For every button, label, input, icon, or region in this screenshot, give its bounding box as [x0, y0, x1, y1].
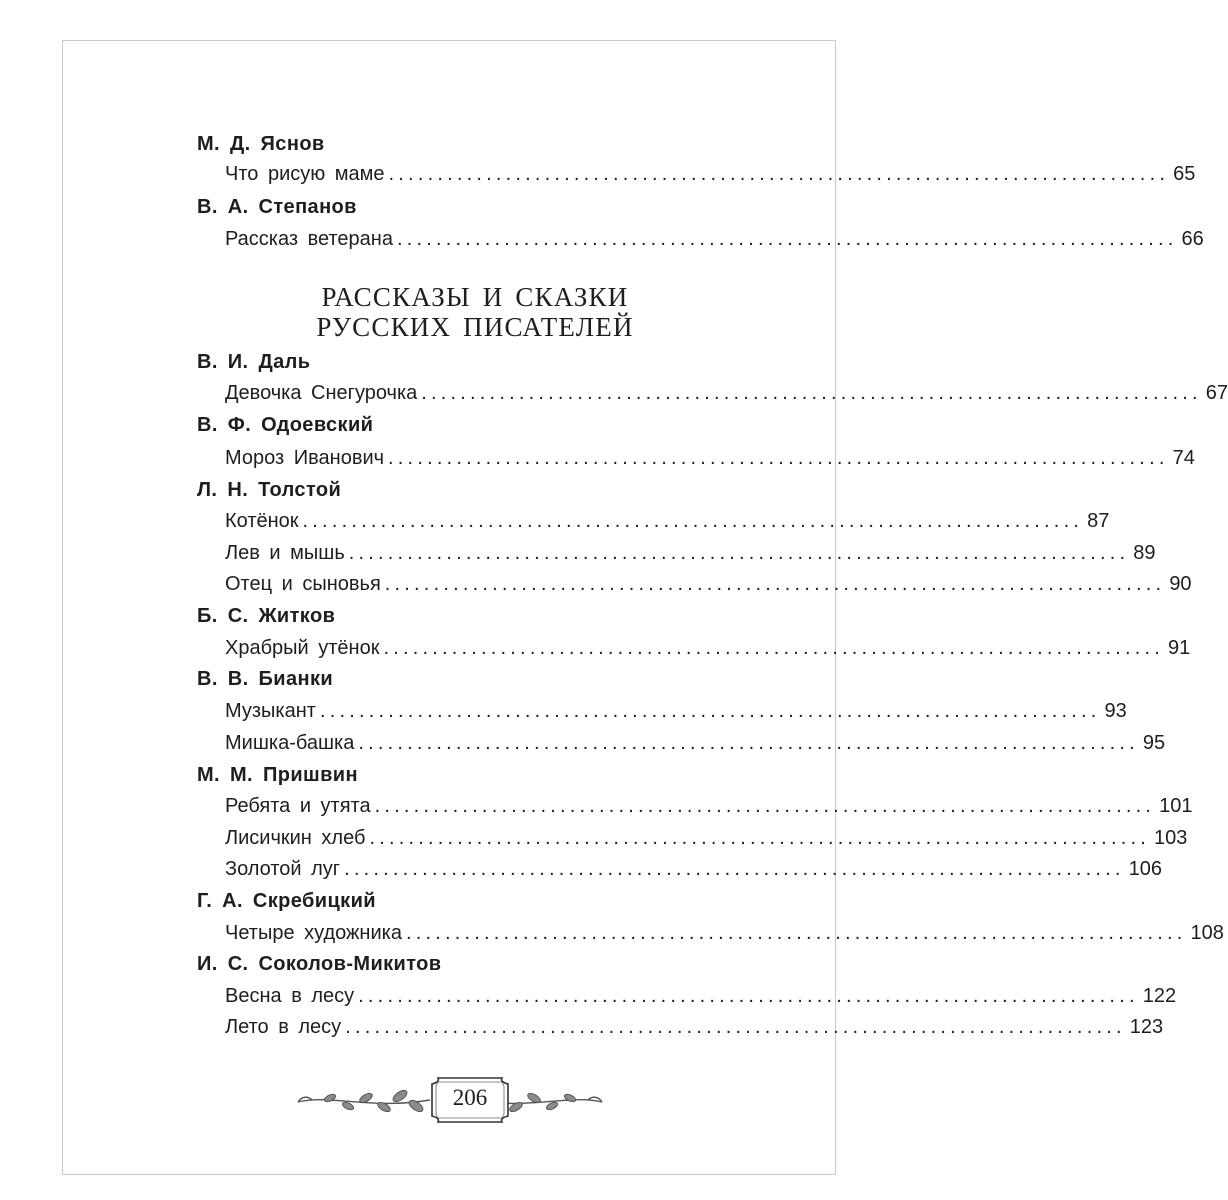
entry-title: Четыре художника	[225, 922, 402, 944]
author-bianki: В. В. Бианки	[197, 668, 334, 690]
entry-title: Котёнок	[225, 510, 299, 532]
entry-title: Лето в лесу	[225, 1016, 342, 1038]
entry-title: Ребята и утята	[225, 795, 371, 817]
section-title-line-2: РУССКИХ ПИСАТЕЛЕЙ	[316, 312, 634, 342]
toc-entry[interactable]	[225, 541, 1156, 565]
dot-leader: ................................................................................	[319, 700, 1101, 722]
toc-entry[interactable]	[225, 509, 1110, 533]
dot-leader: ................................................................................	[345, 1016, 1126, 1038]
dot-leader: ................................................................................	[383, 637, 1164, 659]
toc-entry[interactable]	[225, 162, 1196, 186]
toc-entry[interactable]	[225, 731, 1166, 755]
entry-page: 65	[1173, 163, 1196, 185]
entry-page: 87	[1087, 510, 1110, 532]
author-odoevsky: В. Ф. Одоевский	[197, 414, 374, 436]
toc-entry[interactable]	[225, 572, 1192, 596]
entry-title: Мороз Иванович	[225, 447, 385, 469]
toc-entry[interactable]	[225, 794, 1193, 818]
author-zhitkov: Б. С. Житков	[197, 605, 336, 627]
entry-page: 123	[1129, 1016, 1164, 1038]
author-sokolov-mikitov: И. С. Соколов-Микитов	[197, 953, 442, 975]
entry-page: 91	[1168, 637, 1191, 659]
dot-leader: ................................................................................	[405, 922, 1187, 944]
dot-leader: ................................................................................	[388, 447, 1169, 469]
author-prishvin: М. М. Пришвин	[197, 764, 358, 786]
section-title-line-1: РАССКАЗЫ И СКАЗКИ	[321, 282, 629, 312]
toc-entry[interactable]	[225, 921, 1224, 945]
entry-page: 66	[1181, 228, 1204, 250]
toc-entry[interactable]	[225, 381, 1228, 405]
entry-title: Отец и сыновья	[225, 573, 381, 595]
dot-leader: ................................................................................	[348, 542, 1130, 564]
entry-page: 67	[1205, 382, 1228, 404]
entry-page: 90	[1169, 573, 1192, 595]
entry-page: 103	[1153, 827, 1188, 849]
toc-entry[interactable]	[225, 984, 1177, 1008]
dot-leader: ................................................................................	[358, 732, 1139, 754]
entry-title: Лисичкин хлеб	[225, 827, 366, 849]
entry-title: Весна в лесу	[225, 985, 355, 1007]
author-dal: В. И. Даль	[197, 351, 311, 373]
dot-leader: ................................................................................	[421, 382, 1202, 404]
entry-title: Музыкант	[225, 700, 316, 722]
author-stepanov: В. А. Степанов	[197, 196, 357, 218]
toc-entry[interactable]	[225, 446, 1195, 470]
dot-leader: ................................................................................	[302, 510, 1084, 532]
entry-title: Девочка Снегурочка	[225, 382, 418, 404]
dot-leader: ................................................................................	[344, 858, 1125, 880]
entry-page: 95	[1142, 732, 1166, 754]
toc-entry[interactable]	[225, 1015, 1164, 1039]
entry-page: 108	[1190, 922, 1224, 944]
dot-leader: ................................................................................	[358, 985, 1139, 1007]
author-yasnov: М. Д. Яснов	[197, 133, 325, 155]
entry-page: 93	[1104, 700, 1127, 722]
page-number: 206	[452, 1085, 488, 1110]
entry-title: Что рисую маме	[225, 163, 385, 185]
dot-leader: ................................................................................	[384, 573, 1166, 595]
toc-entry[interactable]	[225, 227, 1204, 251]
entry-page: 122	[1142, 985, 1177, 1007]
author-skrebitsky: Г. А. Скребицкий	[197, 890, 376, 912]
toc-entry[interactable]	[225, 857, 1162, 881]
dot-leader: ................................................................................	[369, 827, 1150, 849]
entry-page: 89	[1133, 542, 1156, 564]
author-tolstoy: Л. Н. Толстой	[197, 479, 342, 501]
entry-page: 101	[1159, 795, 1193, 817]
entry-page: 106	[1128, 858, 1162, 880]
entry-title: Мишка-башка	[225, 732, 355, 754]
dot-leader: ................................................................................	[396, 228, 1178, 250]
dot-leader: ................................................................................	[388, 163, 1170, 185]
entry-title: Храбрый утёнок	[225, 637, 380, 659]
entry-page: 74	[1172, 447, 1195, 469]
toc-entry[interactable]	[225, 826, 1188, 850]
toc-entry[interactable]	[225, 699, 1127, 723]
entry-title: Золотой луг	[225, 858, 341, 880]
entry-title: Лев и мышь	[225, 542, 345, 564]
dot-leader: ................................................................................	[374, 795, 1156, 817]
toc-entry[interactable]	[225, 636, 1191, 660]
entry-title: Рассказ ветерана	[225, 228, 393, 250]
